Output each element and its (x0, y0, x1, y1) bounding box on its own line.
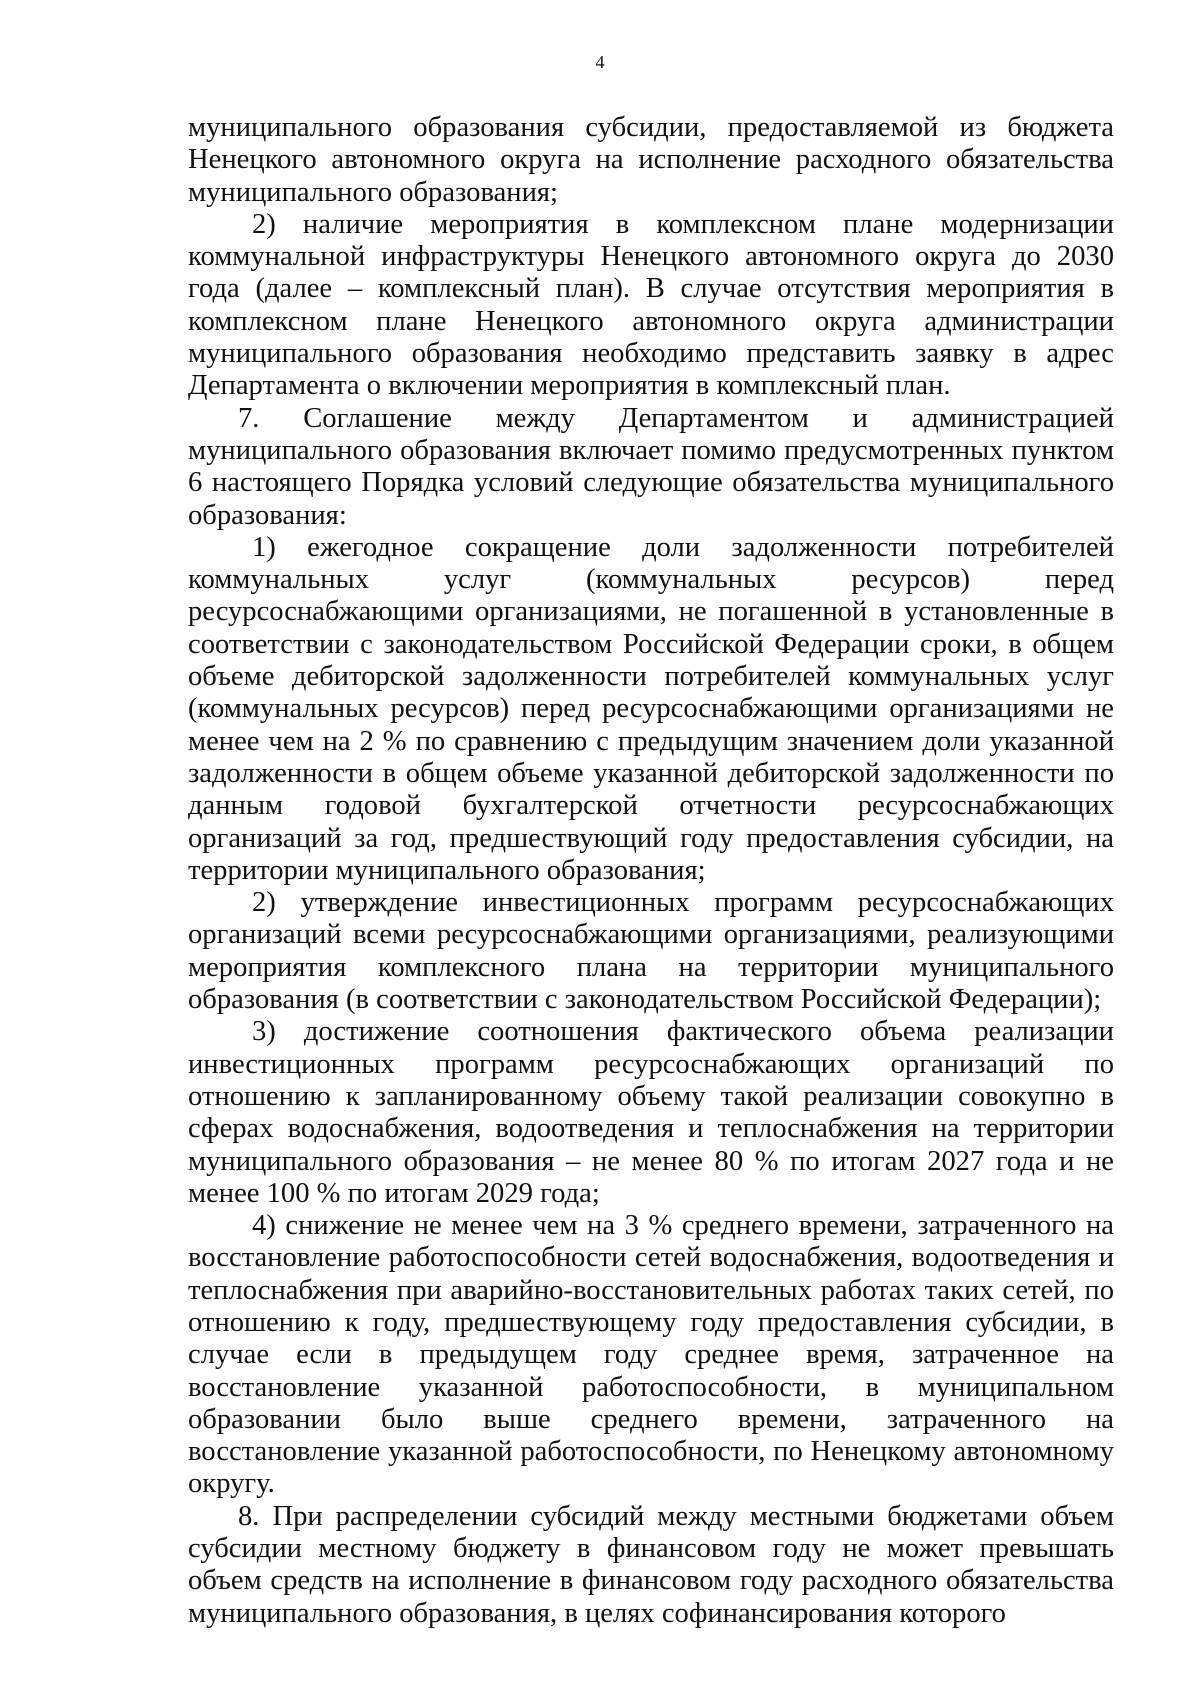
paragraph-continuation: муниципального образования субсидии, предоставляемой из бюджета Ненецкого автономного округа на исполнение расходного обязательства муниципального образования; (188, 112, 1114, 208)
paragraph-item-2-plan: 2) наличие мероприятия в комплексном плане модернизации коммунальной инфраструктуры Ненецкого автономного округа до 2030 года (далее – комплексный план). В случае отсутствия мероприятия в комплексном плане Ненецкого автономного округа администрации муниципального образования необходимо представить заявку в адрес Департамента о включении мероприятия в комплексный план. (188, 208, 1114, 402)
paragraph-item-4-time: 4) снижение не менее чем на 3 % среднего времени, затраченного на восстановление работоспособности сетей водоснабжения, водоотведения и теплоснабжения при аварийно-восстановительных работах таких сетей, по отношению к году, предшествующему году предоставления субсидии, в случае если в предыдущем году среднее время, затраченное на восстановление указанной работоспособности, в муниципальном образовании было выше среднего времени, затраченного на восстановление указанной работоспособности, по Ненецкому автономному округу. (188, 1210, 1114, 1500)
paragraph-item-2-programs: 2) утверждение инвестиционных программ ресурсоснабжающих организаций всеми ресурсоснабжающими организациями, реализующими мероприятия комплексного плана на территории муниципального образования (в соответствии с законодательством Российской Федерации); (188, 887, 1114, 1016)
paragraph-point-7: 7. Соглашение между Департаментом и администрацией муниципального образования включает помимо предусмотренных пунктом 6 настоящего Порядка условий следующие обязательства муниципального образования: (188, 402, 1114, 531)
page-number: 4 (595, 52, 605, 72)
document-body (188, 112, 1114, 1630)
paragraph-item-1-debt: 1) ежегодное сокращение доли задолженности потребителей коммунальных услуг (коммунальных ресурсов) перед ресурсоснабжающими организациями, не погашенной в установленные в соответствии с законодательством Российской Федерации сроки, в общем объеме дебиторской задолженности потребителей коммунальных услуг (коммунальных ресурсов) перед ресурсоснабжающими организациями не менее чем на 2 % по сравнению с предыдущим значением доли указанной задолженности в общем объеме указанной дебиторской задолженности по данным годовой бухгалтерской отчетности ресурсоснабжающих организаций за год, предшествующий году предоставления субсидии, на территории муниципального образования; (188, 531, 1114, 886)
paragraph-point-8: 8. При распределении субсидий между местными бюджетами объем субсидии местному бюджету в финансовом году не может превышать объем средств на исполнение в финансовом году расходного обязательства муниципального образования, в целях софинансирования которого (188, 1500, 1114, 1629)
paragraph-item-3-ratio: 3) достижение соотношения фактического объема реализации инвестиционных программ ресурсоснабжающих организаций по отношению к запланированному объему такой реализации совокупно в сферах водоснабжения, водоотведения и теплоснабжения на территории муниципального образования – не менее 80 % по итогам 2027 года и не менее 100 % по итогам 2029 года; (188, 1016, 1114, 1209)
